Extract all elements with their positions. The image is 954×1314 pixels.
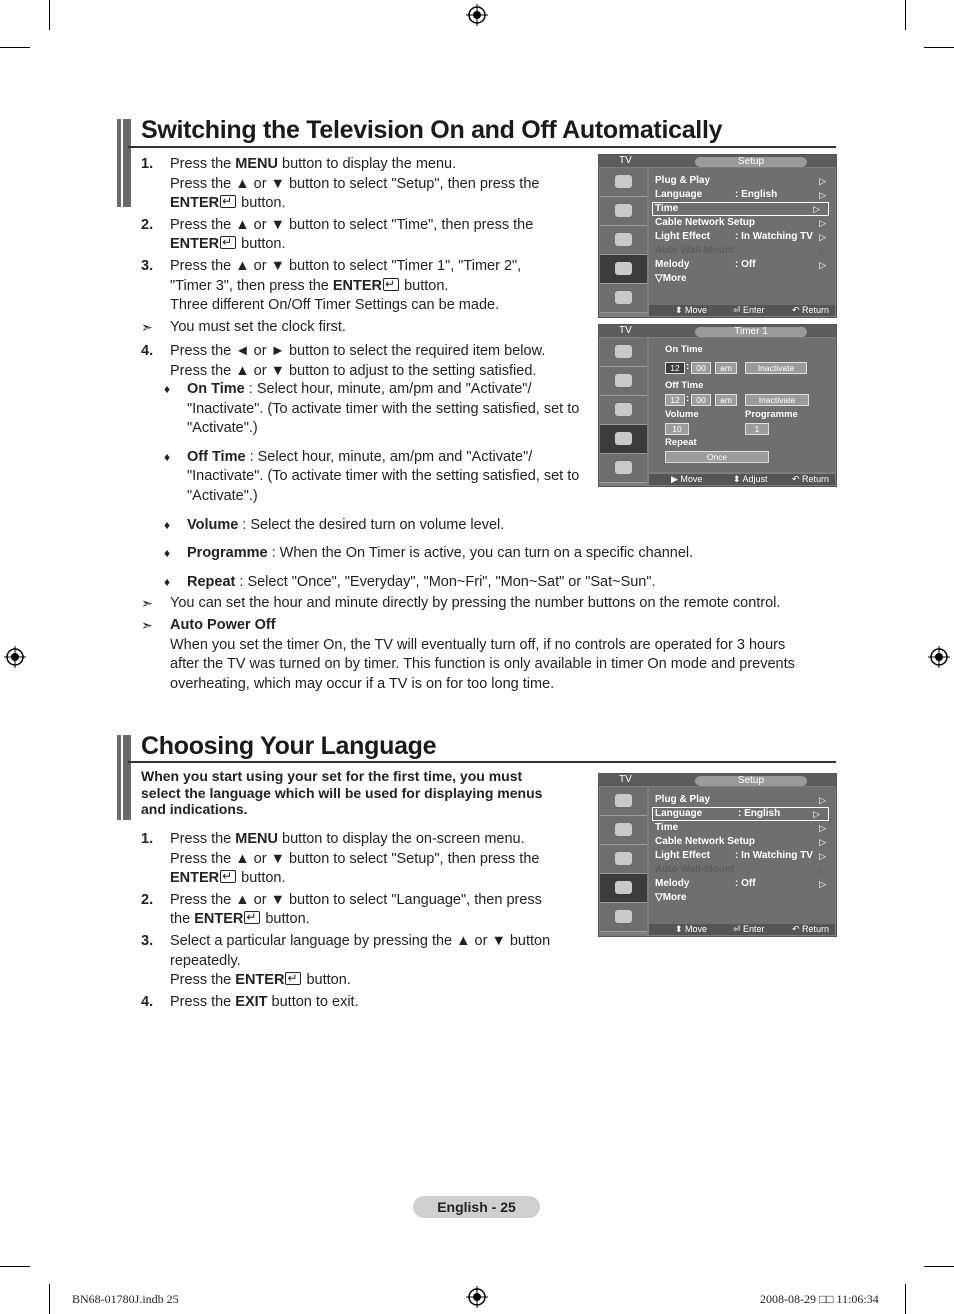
ampm-field[interactable]: am <box>715 362 737 374</box>
menu-category-icon <box>600 903 647 932</box>
tv-timer-menu <box>598 324 837 487</box>
section2-intro: When you start using your set for the first time, you must select the language which will be used for displaying menus and indications. <box>141 768 543 817</box>
menu-category-icon <box>600 845 647 874</box>
menu-item[interactable]: ▽More <box>655 892 687 903</box>
tv-setup-menu <box>598 154 837 318</box>
section-title: Switching the Television On and Off Automatically <box>141 116 723 144</box>
note-arrow-icon: ➣ <box>141 616 153 633</box>
diamond-icon: ♦ <box>164 382 171 396</box>
menu-category-icon <box>600 787 647 816</box>
step: 2. Press the ▲ or ▼ button to select "Time", then press the ENTER↵ button. <box>141 216 591 255</box>
menu-item[interactable]: Time ▷ <box>655 822 826 833</box>
note: ➣ You can set the hour and minute directly by pressing the number buttons on the remote control. <box>141 594 821 614</box>
menu-item[interactable]: Auto Wall-Mount ▷ <box>655 245 826 256</box>
section-bar <box>117 119 131 207</box>
diamond-icon: ♦ <box>164 517 171 532</box>
menu-item[interactable]: Cable Network Setup ▷ <box>655 217 826 228</box>
crop-mark <box>0 1266 30 1267</box>
section1-steps <box>141 155 591 384</box>
tv-setup-menu-language <box>598 773 837 937</box>
menu-category-icon <box>600 284 647 313</box>
note: ➣ You must set the clock first. <box>141 318 591 338</box>
section-title: Choosing Your Language <box>141 732 437 760</box>
menu-item[interactable]: Language : English ▷ <box>652 807 829 821</box>
crop-mark <box>905 1284 906 1314</box>
menu-item[interactable]: Melody : Off ▷ <box>655 878 826 889</box>
arrow-right-icon: ▷ <box>819 246 826 256</box>
bullet-item: ♦ On Time : Select hour, minute, am/pm and "Activate"/ "Inactivate". (To activate timer with the setting satisfied, set to "Activate".) <box>164 381 580 437</box>
arrow-right-icon: ▷ <box>819 260 826 270</box>
menu-item[interactable]: Cable Network Setup ▷ <box>655 836 826 847</box>
bullet-item: ♦ Volume : Select the desired turn on volume level. <box>141 516 821 536</box>
menu-category-icon <box>600 197 647 226</box>
menu-category-icon <box>600 367 647 396</box>
registration-mark-icon <box>466 4 488 26</box>
repeat-field[interactable]: Once <box>665 451 769 463</box>
section-rule <box>128 146 836 148</box>
registration-mark-icon <box>4 646 26 668</box>
timer-body: On Time 12 : 00 am Inactivate Off Time 12 : 00 am Inactivate Volume Programme 10 1 Repeat Once <box>649 338 835 472</box>
section-rule <box>128 761 836 763</box>
menu-category-icon <box>600 816 647 845</box>
arrow-right-icon: ▷ <box>819 837 826 847</box>
arrow-right-icon: ▷ <box>819 218 826 228</box>
arrow-right-icon: ▷ <box>819 176 826 186</box>
menu-item[interactable]: ▽More <box>655 273 687 284</box>
menu-sidebar <box>600 787 647 932</box>
crop-mark <box>49 0 50 30</box>
menu-footer: ⬍ Move ⏎ Enter ↶ Return <box>649 924 835 935</box>
on-state-field[interactable]: Inactivate <box>745 362 807 374</box>
menu-category-icon <box>600 338 647 367</box>
page-number-badge: English - 25 <box>413 1196 540 1218</box>
menu-sidebar <box>600 338 647 483</box>
registration-mark-icon <box>466 1286 488 1308</box>
bullet-item: ♦ Repeat : Select "Once", "Everyday", "Mon~Fri", "Mon~Sat" or "Sat~Sun". <box>141 573 821 593</box>
diamond-icon: ♦ <box>164 546 171 561</box>
minute-field[interactable]: 00 <box>691 362 711 374</box>
enter-icon <box>220 236 236 249</box>
arrow-right-icon: ▷ <box>819 823 826 833</box>
step: 1. Press the MENU button to display the menu. Press the ▲ or ▼ button to select "Setup", then press the ENTER↵ button. <box>141 155 591 214</box>
arrow-right-icon: ▷ <box>819 190 826 200</box>
hour-field[interactable]: 12 <box>665 362 685 374</box>
menu-category-icon <box>600 874 647 903</box>
menu-category-icon <box>600 454 647 483</box>
menu-title: Timer 1 <box>695 327 807 337</box>
menu-item[interactable]: Light Effect : In Watching TV ▷ <box>655 850 826 861</box>
menu-item[interactable]: Auto Wall-Mount ▷ <box>655 864 826 875</box>
menu-body <box>649 787 835 925</box>
section2-steps <box>141 830 591 1014</box>
menu-item[interactable]: Plug & Play ▷ <box>655 175 826 186</box>
diamond-icon: ♦ <box>164 574 171 589</box>
enter-icon <box>285 972 301 985</box>
note: ➣ Auto Power Off When you set the timer On, the TV will eventually turn off, if no controls are operated for 3 hours after the TV was turned on by timer. This function is only available in timer On mode and prevents overheating, which may occur if a TV is on for too long time. <box>141 616 795 692</box>
menu-category-icon <box>600 226 647 255</box>
crop-mark <box>924 1266 954 1267</box>
tv-label: TV <box>619 325 632 336</box>
arrow-right-icon: ▷ <box>819 851 826 861</box>
crop-mark <box>49 1284 50 1314</box>
menu-item[interactable]: Time ▷ <box>652 202 829 216</box>
menu-body <box>649 168 835 306</box>
arrow-right-icon: ▷ <box>819 232 826 242</box>
step: 1. Press the MENU button to display the on-screen menu. Press the ▲ or ▼ button to select "Setup", then press the ENTER↵ button. <box>141 830 591 889</box>
enter-icon <box>383 278 399 291</box>
section-bar <box>117 735 131 820</box>
arrow-right-icon: ▷ <box>819 879 826 889</box>
arrow-right-icon: ▷ <box>819 865 826 875</box>
print-slug-date: 2008-08-29 □□ 11:06:34 <box>760 1292 879 1306</box>
menu-category-icon <box>600 425 647 454</box>
tv-label: TV <box>619 774 632 785</box>
volume-field[interactable]: 10 <box>665 423 689 435</box>
programme-field[interactable]: 1 <box>745 423 769 435</box>
note-arrow-icon: ➣ <box>141 318 153 335</box>
menu-footer: ⬍ Move ⏎ Enter ↶ Return <box>649 305 835 316</box>
step: 3. Select a particular language by pressing the ▲ or ▼ button repeatedly. Press the ENTER↵ button. <box>141 932 591 991</box>
crop-mark <box>924 47 954 48</box>
tv-label: TV <box>619 155 632 166</box>
menu-title: Setup <box>695 776 807 786</box>
step: 2. Press the ▲ or ▼ button to select "Language", then press the ENTER↵ button. <box>141 891 591 930</box>
menu-item[interactable]: Light Effect : In Watching TV ▷ <box>655 231 826 242</box>
enter-icon <box>244 911 260 924</box>
enter-icon <box>220 870 236 883</box>
menu-category-icon <box>600 396 647 425</box>
bullet-item: ♦ Off Time : Select hour, minute, am/pm and "Activate"/ "Inactivate". (To activate timer with the setting satisfied, set to "Activate".) <box>164 448 580 504</box>
crop-mark <box>0 47 30 48</box>
menu-item[interactable]: Language : English ▷ <box>655 189 826 200</box>
registration-mark-icon <box>928 646 950 668</box>
bullet-item: ♦ Programme : When the On Timer is active, you can turn on a specific channel. <box>141 544 821 564</box>
print-slug-file: BN68-01780J.indb 25 <box>72 1292 179 1306</box>
crop-mark <box>905 0 906 30</box>
menu-category-icon <box>600 168 647 197</box>
menu-footer: ▶ Move ⬍ Adjust ↶ Return <box>649 474 835 485</box>
menu-item[interactable]: Melody : Off ▷ <box>655 259 826 270</box>
menu-item[interactable]: Plug & Play ▷ <box>655 794 826 805</box>
arrow-right-icon: ▷ <box>813 204 820 214</box>
enter-icon <box>220 195 236 208</box>
diamond-icon: ♦ <box>164 449 171 464</box>
menu-category-icon <box>600 255 647 284</box>
menu-sidebar <box>600 168 647 313</box>
note-arrow-icon: ➣ <box>141 595 153 612</box>
step: 4. Press the ◄ or ► button to select the required item below. Press the ▲ or ▼ button to adjust to the setting satisfied. <box>141 343 546 379</box>
step: 3. Press the ▲ or ▼ button to select "Timer 1", "Timer 2", "Timer 3", then press the ENTER↵ button. Three different On/Off Timer Settings can be made. <box>141 257 591 316</box>
arrow-right-icon: ▷ <box>819 795 826 805</box>
off-state-field[interactable]: Inactivate <box>745 394 809 406</box>
menu-title: Setup <box>695 157 807 167</box>
step: 4. Press the EXIT button to exit. <box>141 993 359 1010</box>
arrow-right-icon: ▷ <box>813 809 820 819</box>
